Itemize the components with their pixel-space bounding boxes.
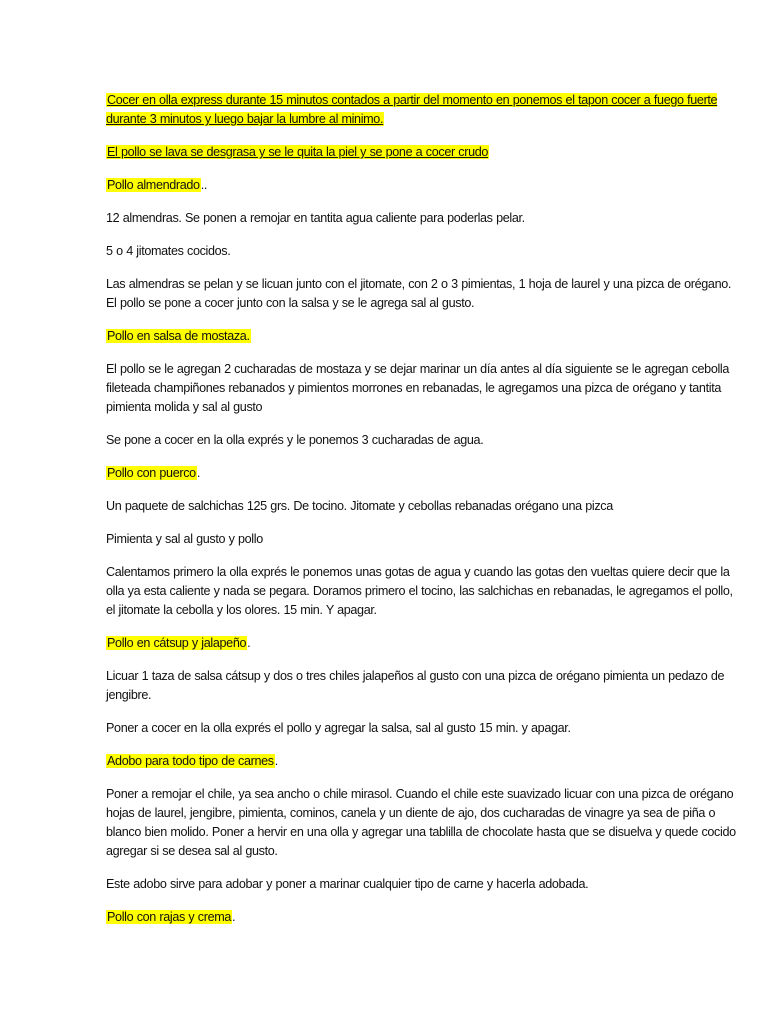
recipe-heading-puerco bbox=[106, 464, 744, 483]
recipe-heading-catsup bbox=[106, 634, 744, 653]
body-text: Se pone a cocer en la olla exprés y le ponemos 3 cucharadas de agua. bbox=[106, 433, 484, 447]
title-punctuation: . bbox=[232, 910, 236, 924]
recipe-title: Pollo almendrado bbox=[107, 178, 200, 192]
title-punctuation: . bbox=[196, 466, 200, 480]
title-punctuation: .. bbox=[200, 178, 208, 192]
recipe-title: Adobo para todo tipo de carnes bbox=[107, 754, 274, 768]
body-text: Pimienta y sal al gusto y pollo bbox=[106, 532, 263, 546]
body-text: Este adobo sirve para adobar y poner a marinar cualquier tipo de carne y hacerla adobada. bbox=[106, 877, 589, 891]
recipe-title: Pollo con rajas y crema bbox=[107, 910, 232, 924]
recipe-heading-mostaza bbox=[106, 327, 744, 346]
body-text: Licuar 1 taza de salsa cátsup y dos o tres chiles jalapeños al gusto con una pizca de orégano pimienta un pedazo de jengibre. bbox=[106, 669, 725, 702]
body-text: 12 almendras. Se ponen a remojar en tantita agua caliente para poderlas pelar. bbox=[106, 211, 525, 225]
body-text: Un paquete de salchichas 125 grs. De tocino. Jitomate y cebollas rebanadas orégano una pizca bbox=[106, 499, 613, 513]
body-text: Poner a remojar el chile, ya sea ancho o chile mirasol. Cuando el chile este suavizado licuar con una pizca de orégano hojas de laurel, jengibre, pimienta, cominos, canela y un diente de ajo, dos cucharadas de vinagre ya sea de piña o blanco bien molido. Poner a hervir en una olla y agregar una tablilla de chocolate hasta que se disuelva y quede cocido agregar si se desea sal al gusto. bbox=[106, 787, 736, 858]
title-punctuation: . bbox=[274, 754, 278, 768]
recipe-heading-rajas bbox=[106, 908, 744, 927]
body-text: 5 o 4 jitomates cocidos. bbox=[106, 244, 231, 258]
recipe-title: Pollo en cátsup y jalapeño bbox=[107, 636, 247, 650]
body-text: Las almendras se pelan y se licuan junto con el jitomate, con 2 o 3 pimientas, 1 hoja de laurel y una pizca de orégano. El pollo se pone a cocer junto con la salsa y se le agrega sal al gusto. bbox=[106, 277, 732, 310]
recipe-title: Pollo en salsa de mostaza. bbox=[107, 329, 250, 343]
instruction-pressure-cooker bbox=[106, 91, 744, 129]
recipe-title: Pollo con puerco bbox=[107, 466, 196, 480]
body-text: Poner a cocer en la olla exprés el pollo y agregar la salsa, sal al gusto 15 min. y apagar. bbox=[106, 721, 571, 735]
instruction-chicken-prep bbox=[106, 143, 744, 162]
recipe-heading-adobo bbox=[106, 752, 744, 771]
title-punctuation: . bbox=[247, 636, 251, 650]
highlighted-text: El pollo se lava se desgrasa y se le quita la piel y se pone a cocer crudo bbox=[107, 145, 489, 159]
body-text: El pollo se le agregan 2 cucharadas de mostaza y se dejar marinar un día antes al día siguiente se le agregan cebolla fileteada champiñones rebanados y pimientos morrones en rebanadas, le agregamos una pizca de orégano y tantita pimienta molida y sal al gusto bbox=[106, 362, 730, 414]
recipe-heading-almendrado bbox=[106, 176, 744, 195]
highlighted-text: Cocer en olla express durante 15 minutos contados a partir del momento en ponemos el tapon cocer a fuego fuerte durante 3 minutos y luego bajar la lumbre al minimo. bbox=[106, 93, 718, 126]
body-text: Calentamos primero la olla exprés le ponemos unas gotas de agua y cuando las gotas den vueltas quiere decir que la olla ya esta caliente y nada se pegara. Doramos primero el tocino, las salchichas en rebanadas, le agregamos el pollo, el jitomate la cebolla y los olores. 15 min. Y apagar. bbox=[106, 565, 733, 617]
